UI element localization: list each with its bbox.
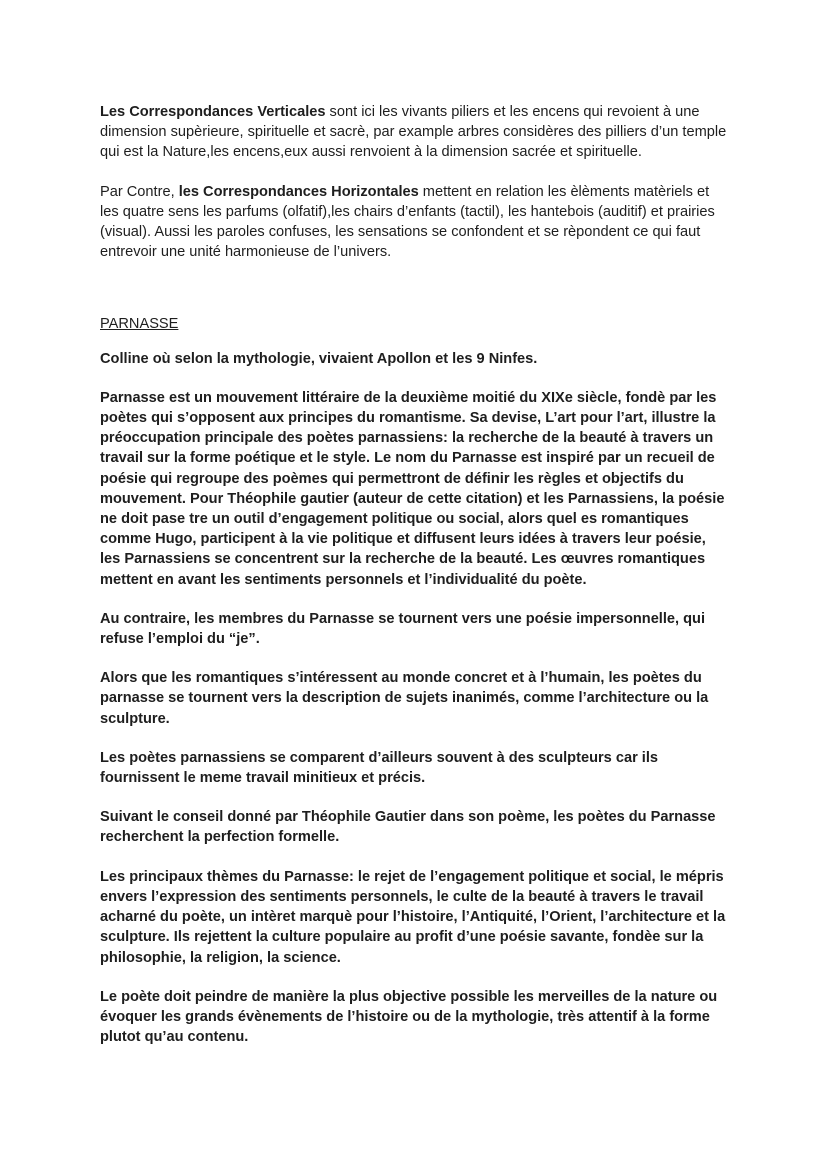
parnasse-paragraph: Parnasse est un mouvement littéraire de la deuxième moitié du XIXe siècle, fondè par les poètes qui s’opposent aux principes du romantisme. Sa devise, L’art pour l’art, illustre la préoccupation principale des poètes parnassiens: la recherche de la beauté à travers un travail sur la forme poétique et le style. Le nom du Parnasse est inspiré par un recueil de poésie qui regroupe des poèmes qui permettront de définir les règles et objectifs du mouvement. Pour Théophile gautier (auteur de cette citation) et les Parnassiens, la poésie ne doit pase tre un outil d’engagement politique ou social, alors quel es romantiques comme Hugo, participent à la vie politique et diffusent leurs idées à travers leur poésie, les Parnassiens se concentrent sur la recherche de la beauté. Les œuvres romantiques mettent en avant les sentiments personnels et l’individualité du poète.: [100, 389, 725, 588]
paragraph-text: mettent en relation les èlèments matèriels et les quatre sens les parfums (olfatif),les chairs d’enfants (tactil), les hantebois (auditif) et prairies (visual). Aussi les paroles confuses, les sensations se confondent et se rèpondent ce qui faut entrevoir une unité harmonieuse de l’univers.: [100, 183, 715, 261]
term-horizontal-correspondences: les Correspondances Horizontales: [178, 183, 419, 200]
parnasse-paragraph: Le poète doit peindre de manière la plus objective possible les merveilles de la nature ou évoquer les grands évènements de l’histoire ou de la mythologie, très attentif à la forme plutot qu’au contenu.: [100, 988, 718, 1046]
section-heading-parnasse: PARNASSE: [100, 316, 179, 333]
paragraph-vertical-correspondences: [100, 102, 728, 163]
parnasse-paragraph: Les principaux thèmes du Parnasse: le rejet de l’engagement politique et social, le mépris envers l’expression des sentiments personnels, le culte de la beauté à travers le travail acharné du poète, un intèret marquè pour l’histoire, l’Antiquité, l’Orient, l’architecture et la sculpture. Ils rejettent la culture populaire au profit d’une poésie savante, fondèe sur la philosophie, la religion, la science.: [100, 868, 726, 966]
parnasse-paragraph: Colline où selon la mythologie, vivaient Apollon et les 9 Ninfes.: [100, 350, 538, 367]
paragraph-horizontal-correspondences: [100, 182, 728, 263]
parnasse-paragraph: Au contraire, les membres du Parnasse se tournent vers une poésie impersonnelle, qui refuse l’emploi du “je”.: [100, 610, 706, 648]
parnasse-paragraph: Les poètes parnassiens se comparent d’ailleurs souvent à des sculpteurs car ils fournissent le meme travail minitieux et précis.: [100, 749, 659, 787]
term-vertical-correspondences: Les Correspondances Verticales: [100, 104, 326, 120]
paragraph-text: sont ici les vivants piliers et les encens qui revoient à une dimension supèrieure, spirituelle et sacrè, par example arbres considères des pilliers d’un temple qui est la Nature,les encens,eux aussi renvoient à la dimension sacrée et spirituelle.: [100, 104, 727, 161]
paragraph-lead: Par Contre,: [100, 183, 179, 200]
parnasse-paragraph: Suivant le conseil donné par Théophile Gautier dans son poème, les poètes du Parnasse recherchent la perfection formelle.: [100, 809, 716, 846]
parnasse-paragraph: Alors que les romantiques s’intéressent au monde concret et à l’humain, les poètes du parnasse se tournent vers la description de sujets inanimés, comme l’architecture ou la sculpture.: [100, 670, 709, 727]
